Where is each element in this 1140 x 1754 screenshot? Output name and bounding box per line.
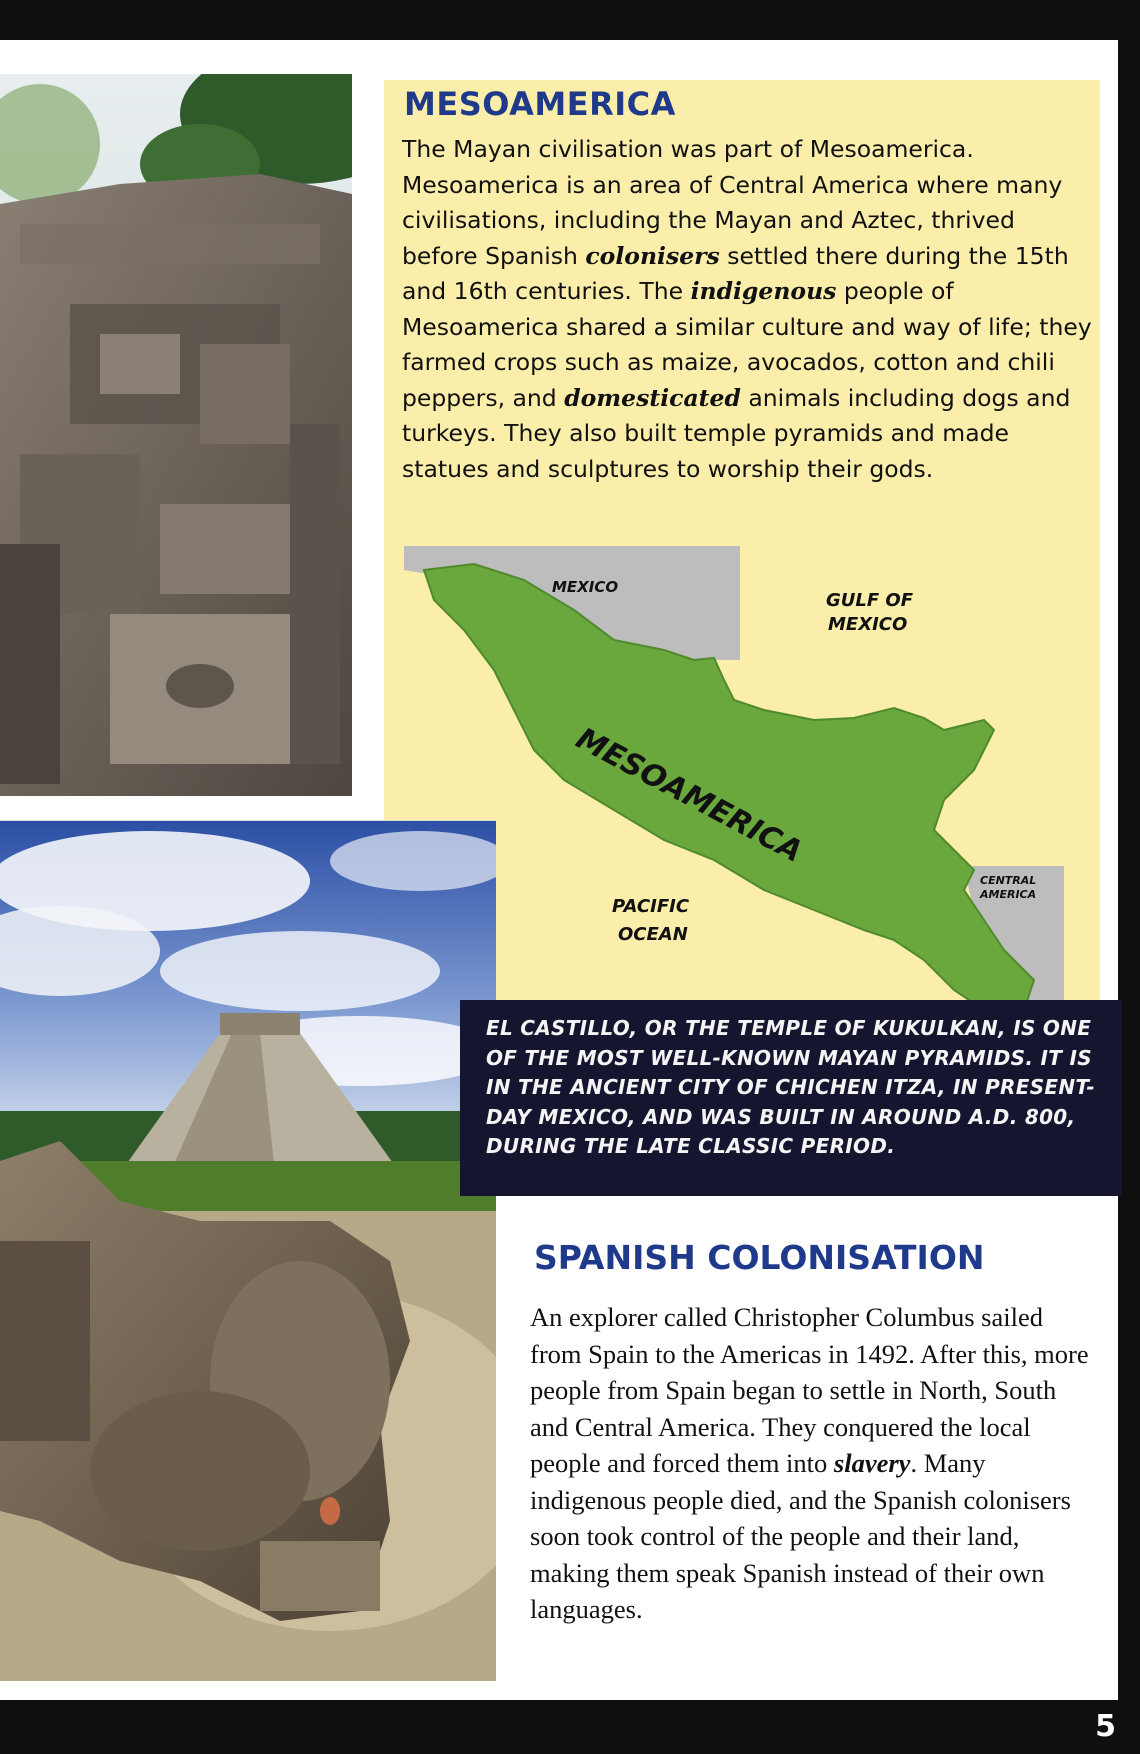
mesoamerica-text-1: The Mayan civilisation was part of Mesoamerica. Mesoamerica is an area of Central America where many civilisations, including the Mayan and Aztec, thrived before Spanish [402, 135, 1063, 270]
label-gulf-line1: GULF OF [826, 590, 914, 611]
mesoamerica-text [402, 132, 1092, 487]
spanish-colonisation-heading: SPANISH COLONISATION [534, 1238, 985, 1277]
mesoamerica-text-2: settled there during the 15th and 16th centuries. The [402, 241, 1069, 305]
stone-carving-photo [0, 74, 352, 796]
spanish-colonisation-text [530, 1299, 1090, 1628]
label-central-line2: AMERICA [980, 888, 1037, 901]
bottom-border [0, 1700, 1140, 1754]
term-domesticated: domesticated [564, 383, 741, 412]
label-central-line1: CENTRAL [980, 874, 1037, 887]
label-gulf-line2: MEXICO [828, 614, 908, 635]
spanish-text-1: An explorer called Christopher Columbus sailed from Spain to the Americas in 1492. After this, more people from Spain began to settle in North, South and Central America. They conquered the local people and forced them into [530, 1302, 1089, 1478]
label-mexico: MEXICO [552, 578, 619, 596]
right-border [1118, 0, 1140, 1754]
mesoamerica-text-4: animals including dogs and turkeys. They also built temple pyramids and made statues and sculptures to worship their gods. [402, 383, 1071, 483]
term-colonisers: colonisers [585, 241, 720, 270]
term-slavery: slavery [833, 1448, 911, 1478]
label-pacific-line1: PACIFIC [612, 896, 690, 917]
caption-box [460, 1000, 1122, 1196]
term-indigenous: indigenous [690, 277, 837, 305]
label-region: MESOAMERICA [570, 721, 808, 870]
page-number: 5 [1095, 1709, 1116, 1744]
top-border [0, 0, 1140, 40]
mesoamerica-heading: MESOAMERICA [404, 85, 676, 123]
label-pacific-line2: OCEAN [618, 924, 688, 945]
mesoamerica-text-3: people of Mesoamerica shared a similar culture and way of life; they farmed crops such as maize, avocados, cotton and chili peppers, and [402, 277, 1092, 412]
caption-text: EL CASTILLO, OR THE TEMPLE OF KUKULKAN, IS ONE OF THE MOST WELL-KNOWN MAYAN PYRAMIDS. IT IS IN THE ANCIENT CITY OF CHICHEN ITZA, IN PRESENT-DAY MEXICO, AND WAS BUILT IN AROUND A.D. 800, DURING THE LATE CLASSIC PERIOD. [486, 1016, 1096, 1158]
spanish-text-2: . Many indigenous people died, and the Spanish colonisers soon took control of the people and their land, making them speak Spanish instead of their own languages. [530, 1448, 1071, 1624]
chichen-itza-photo [0, 820, 496, 1681]
